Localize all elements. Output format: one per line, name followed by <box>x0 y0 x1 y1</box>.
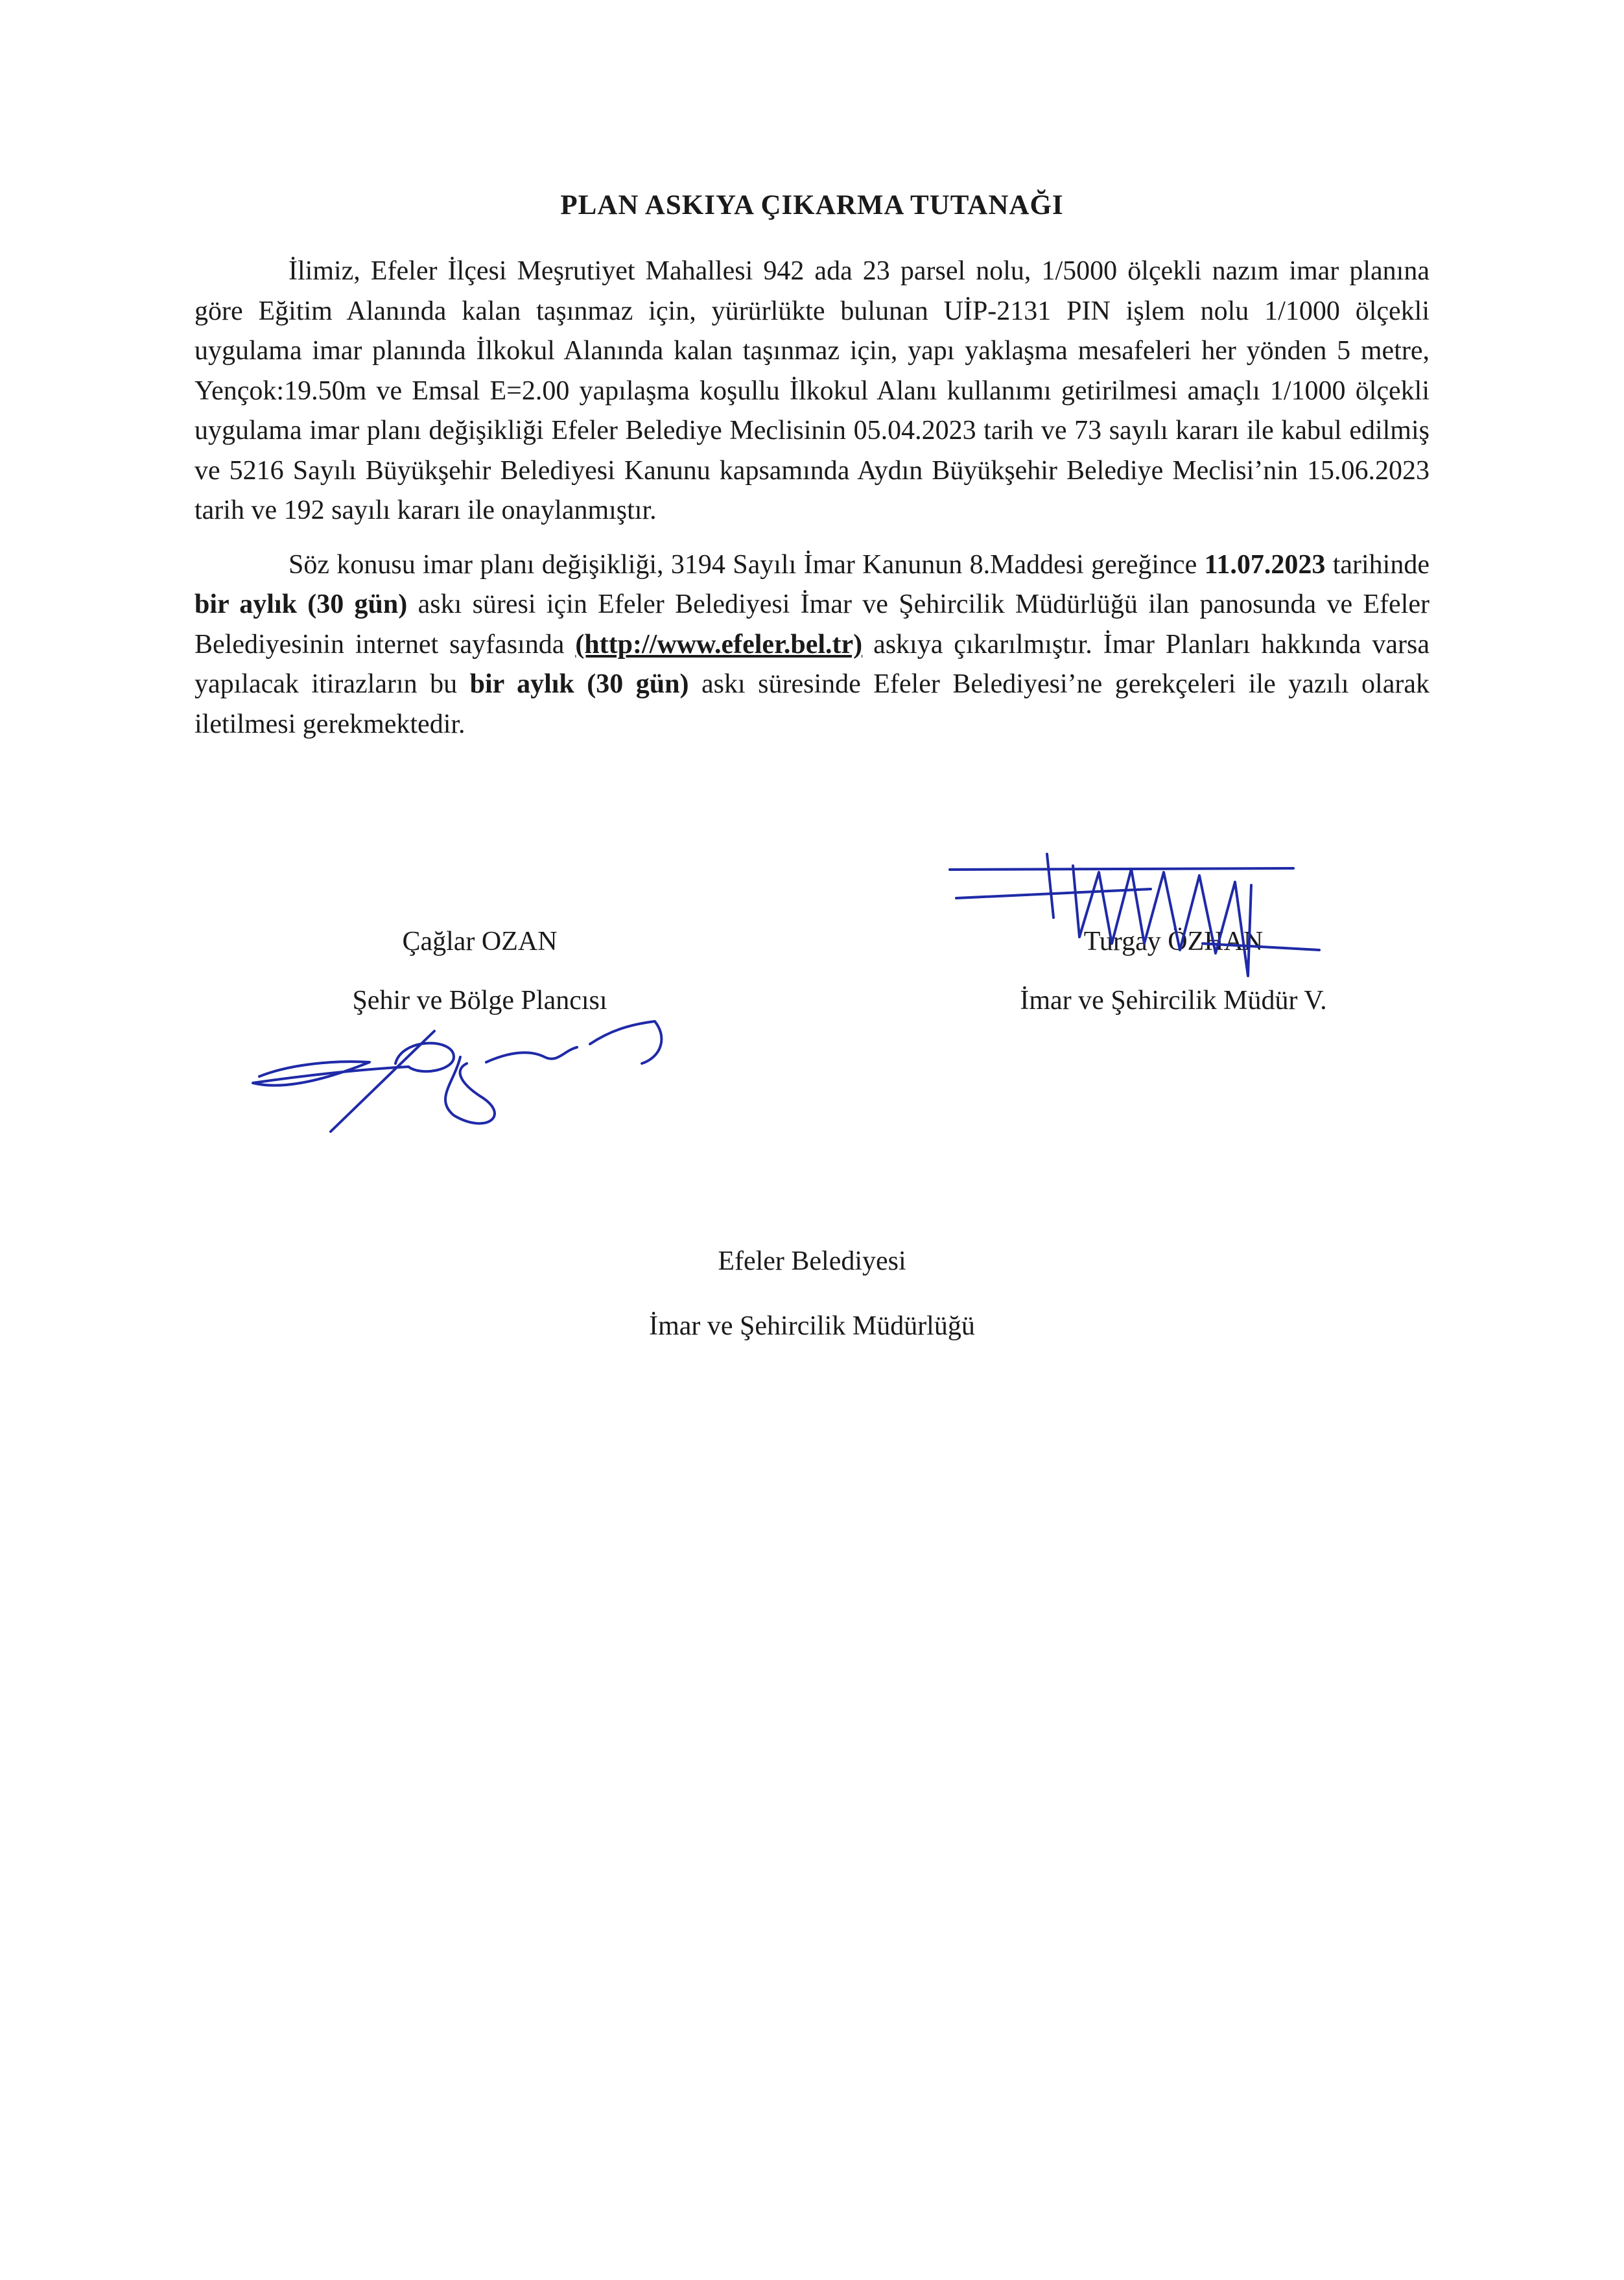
p2-text-2: tarihinde <box>1325 549 1430 580</box>
document-title: PLAN ASKIYA ÇIKARMA TUTANAĞI <box>560 190 1064 220</box>
objection-period: bir aylık (30 gün) <box>469 669 689 699</box>
p2-text-4: askıya çıkarılmıştır. İmar Planları hakkında varsa yapılacak itirazların bu <box>194 629 1430 699</box>
footer-org: Efeler Belediyesi <box>718 1246 906 1276</box>
signatory-right-role: İmar ve Şehircilik Müdür V. <box>1020 986 1327 1015</box>
signatory-left-name: Çağlar OZAN <box>402 927 558 956</box>
footer <box>0 1229 1624 1359</box>
announcement-period: bir aylık (30 gün) <box>194 589 408 619</box>
signature-left <box>240 986 681 1141</box>
signatory-left-role: Şehir ve Bölge Plancısı <box>352 986 607 1015</box>
announcement-date: 11.07.2023 <box>1204 549 1326 580</box>
document-body <box>194 252 1430 744</box>
paragraph-announcement <box>194 545 1430 745</box>
paragraph-approval: İlimiz, Efeler İlçesi Meşrutiyet Mahallesi 942 ada 23 parsel nolu, 1/5000 ölçekli nazım imar planına göre Eğitim Alanında kalan taşınmaz için, yürürlükte bulunan UİP-2131 PIN işlem nolu 1/1000 ölçekli uygulama imar planında İlkokul Alanında kalan taşınmaz için, yapı yaklaşma mesafeleri her yönden 5 metre, Yençok:19.50m ve Emsal E=2.00 yapılaşma koşullu İlkokul Alanı kullanımı getirilmesi amaçlı 1/1000 ölçekli uygulama imar planı değişikliği Efeler Belediye Meclisinin 05.04.2023 tarih ve 73 sayılı kararı ile kabul edilmiş ve 5216 Sayılı Büyükşehir Belediyesi Kanunu kapsamında Aydın Büyükşehir Belediye Meclisi’nin 15.06.2023 tarih ve 192 sayılı kararı ile onaylanmıştır. <box>194 256 1430 525</box>
p2-text-5: askı süresinde Efeler Belediyesi’ne gerekçeleri ile yazılı olarak iletilmesi gerekmektedir. <box>194 669 1430 739</box>
p2-text-1: Söz konusu imar planı değişikliği, 3194 Sayılı İmar Kanunun 8.Maddesi gereğince <box>288 549 1205 580</box>
signatory-right-name: Turgay ÖZHAN <box>1083 927 1264 956</box>
footer-dept: İmar ve Şehircilik Müdürlüğü <box>649 1311 975 1341</box>
website-link[interactable]: (http://www.efeler.bel.tr) <box>575 629 863 659</box>
p2-text-3: askı süresi için Efeler Belediyesi İmar ve Şehircilik Müdürlüğü ilan panosunda ve Efeler Belediyesinin internet sayfasında <box>194 589 1430 659</box>
signature-right <box>943 846 1358 1002</box>
